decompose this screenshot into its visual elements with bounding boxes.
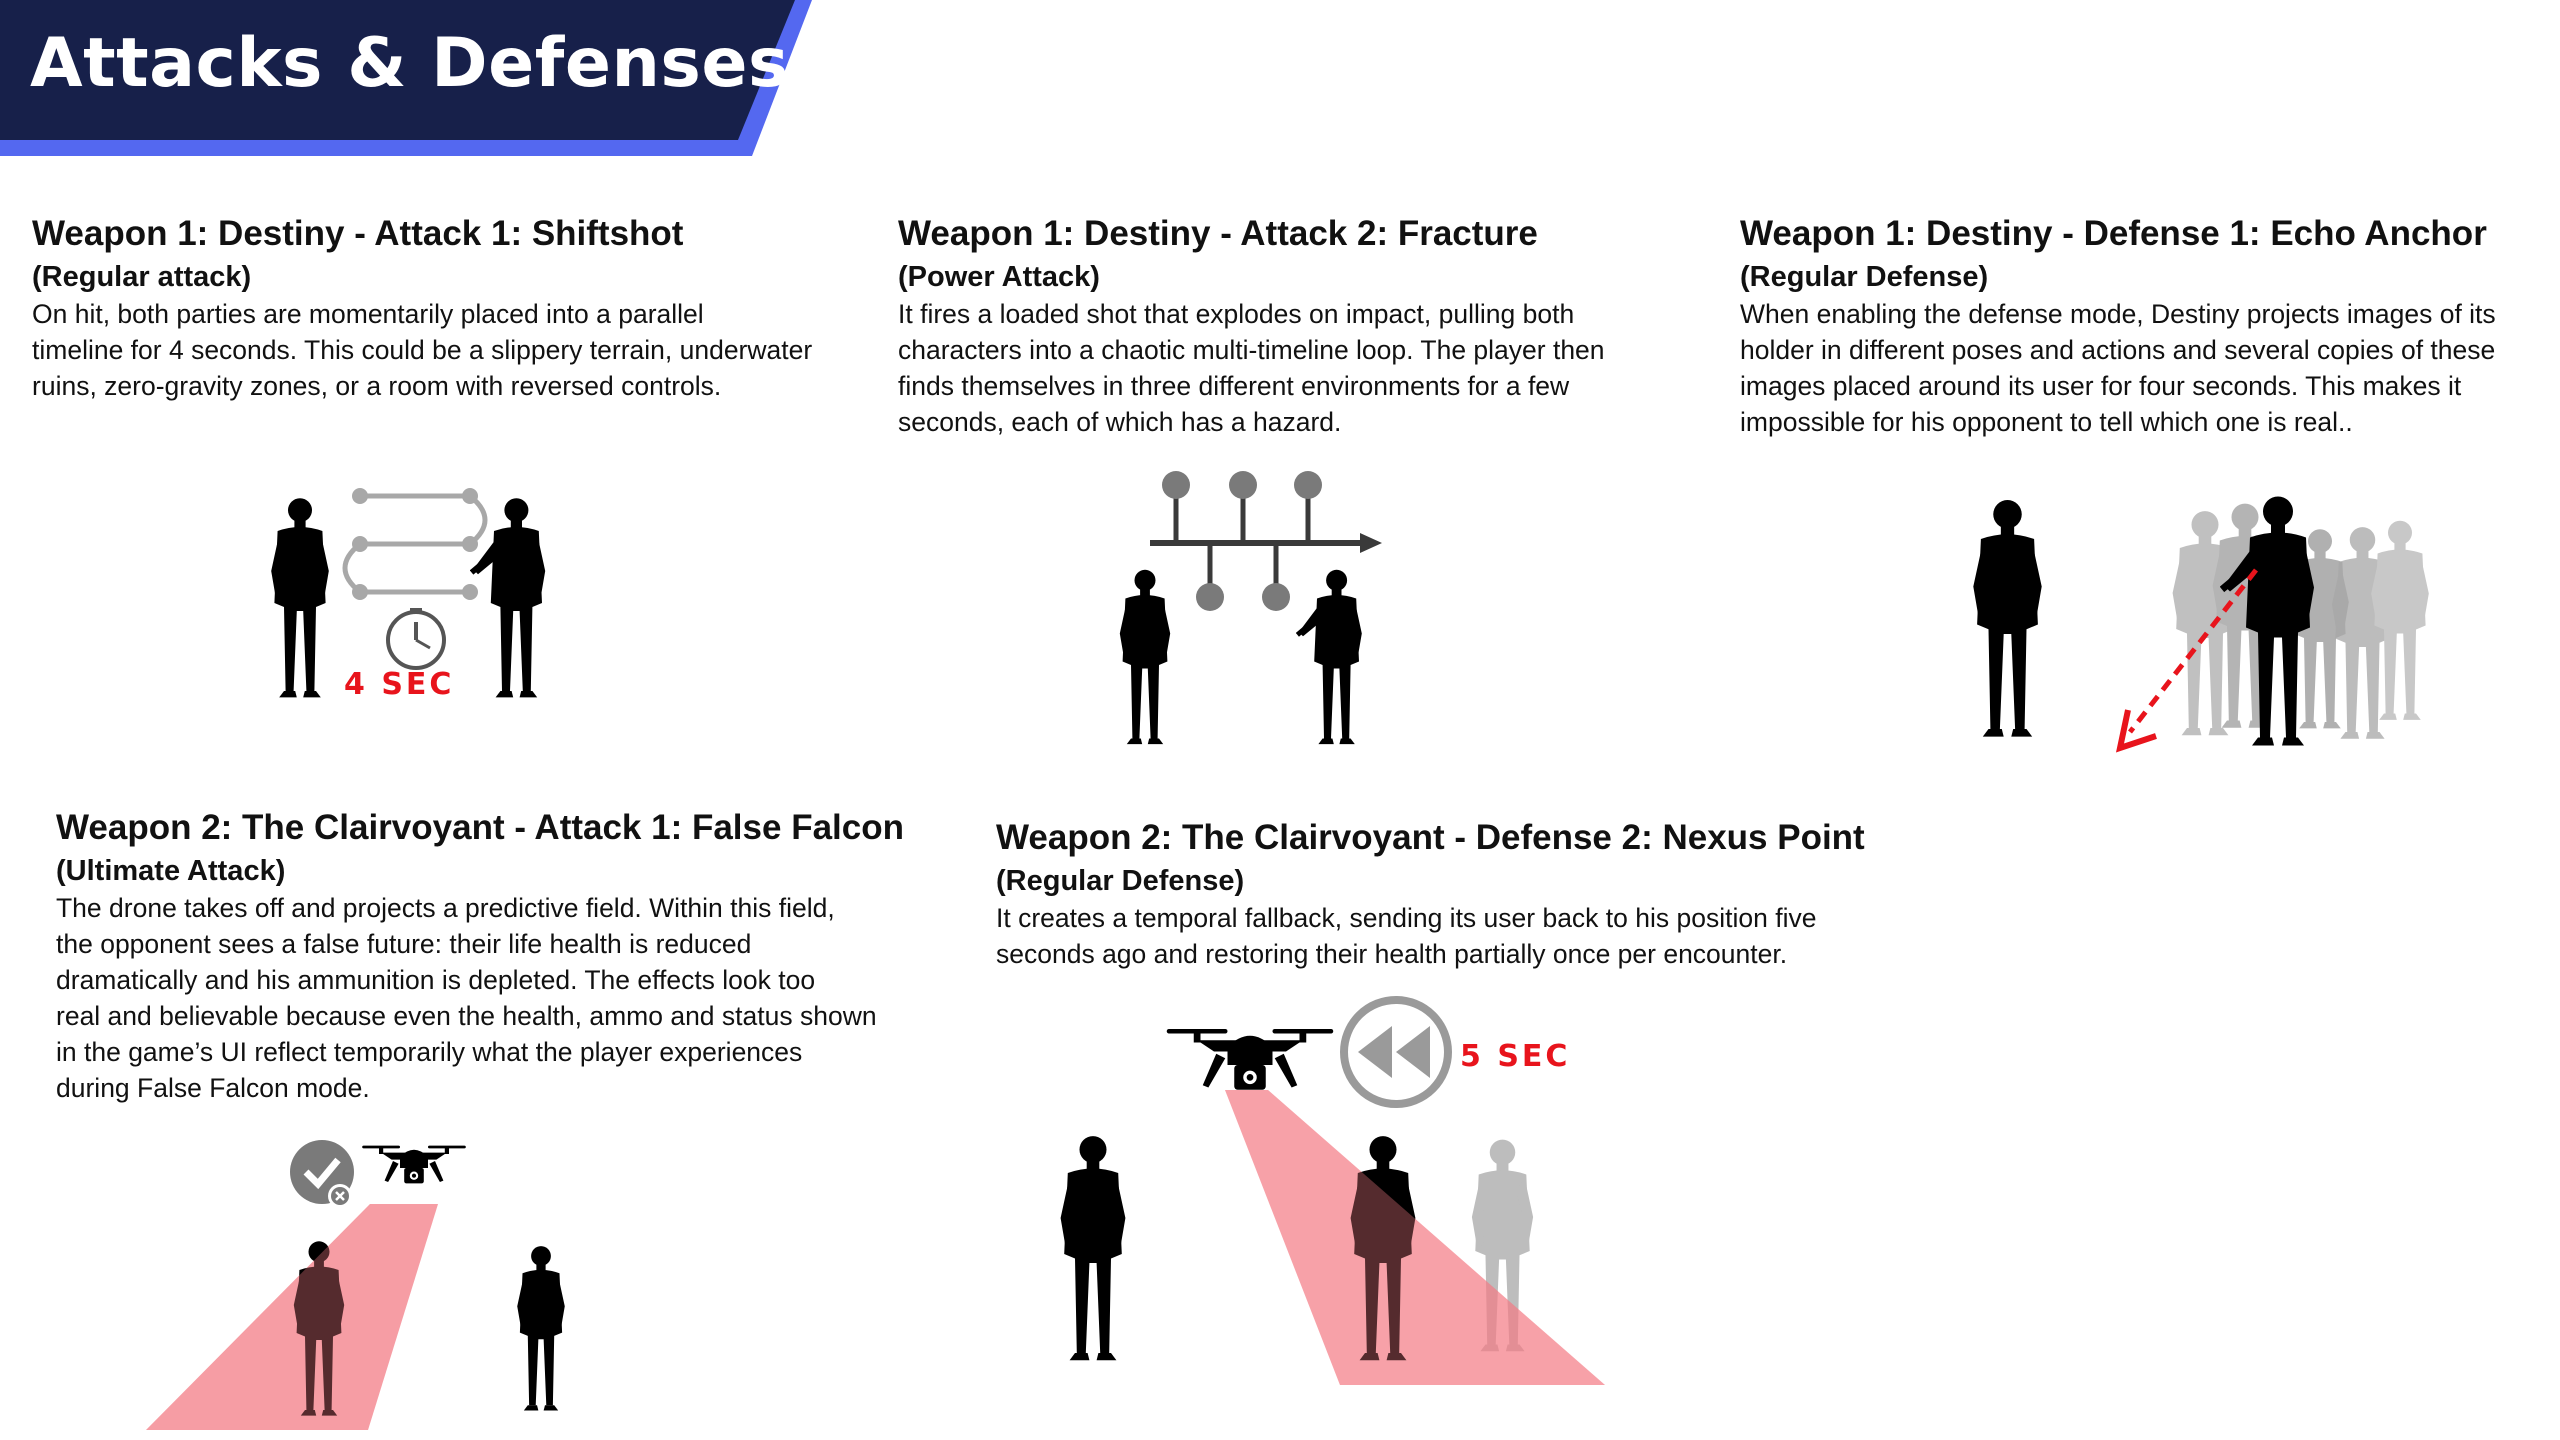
description-line: holder in different poses and actions and several copies of these [1740,335,2496,365]
description-line: impossible for his opponent to tell which one is real.. [1740,407,2353,437]
description-line: The drone takes off and projects a predictive field. Within this field, [56,893,835,923]
section-type: (Regular Defense) [996,865,1245,897]
description-line: When enabling the defense mode, Destiny projects images of its [1740,299,2496,329]
section-false-falcon [56,806,904,1106]
section-title: Weapon 2: The Clairvoyant - Defense 2: Nexus Point [996,818,1865,857]
nexus-point-diagram [1040,990,1620,1390]
shiftshot-diagram [250,470,610,730]
page-title: Attacks & Defenses [30,24,789,103]
false-falcon-illustration [140,1130,620,1440]
description-line: finds themselves in three different environments for a few [898,371,1570,401]
false-falcon-diagram [140,1130,620,1440]
echo-anchor-illustration [1960,470,2460,770]
description-line: It fires a loaded shot that explodes on impact, pulling both [898,299,1575,329]
echo-anchor-diagram [1960,470,2460,770]
check-icon [290,1140,354,1208]
description-line: On hit, both parties are momentarily placed into a parallel [32,299,704,329]
description-line: real and believable because even the health, ammo and status shown [56,1001,877,1031]
drone-icon [362,1146,466,1184]
fracture-diagram [1100,465,1420,765]
description-line: in the game’s UI reflect temporarily what the player experiences [56,1037,803,1067]
timeline-branches-icon [1150,471,1382,611]
description-line: timeline for 4 seconds. This could be a slippery terrain, underwater [32,335,813,365]
timer-label: 5 SEC [1460,1039,1571,1074]
section-type: (Power Attack) [898,261,1100,293]
description-line: images placed around its user for four seconds. This makes it [1740,371,2462,401]
section-type: (Regular attack) [32,261,252,293]
description-line: the opponent sees a false future: their life health is reduced [56,929,752,959]
description-line: ruins, zero-gravity zones, or a room with reversed controls. [32,371,722,401]
description-line: dramatically and his ammunition is depleted. The effects look too [56,965,816,995]
description-line: seconds ago and restoring their health partially once per encounter. [996,939,1788,969]
section-title: Weapon 1: Destiny - Attack 1: Shiftshot [32,214,684,253]
section-echo-anchor [1740,212,2496,440]
title-banner [0,0,820,160]
section-nexus-point [996,816,1865,972]
section-title: Weapon 1: Destiny - Defense 1: Echo Anchor [1740,214,2487,253]
description-line: It creates a temporal fallback, sending its user back to his position five [996,903,1817,933]
description-line: during False Falcon mode. [56,1073,370,1103]
nexus-point-illustration [1040,990,1620,1390]
rewind-icon [1344,1000,1448,1104]
section-fracture [898,212,1605,440]
section-title: Weapon 2: The Clairvoyant - Attack 1: False Falcon [56,808,904,847]
section-shiftshot [32,212,812,404]
section-title: Weapon 1: Destiny - Attack 2: Fracture [898,214,1538,253]
section-type: (Regular Defense) [1740,261,1989,293]
fracture-illustration [1100,465,1420,765]
drone-icon [1167,1029,1334,1090]
shiftshot-illustration [250,470,610,730]
description-line: characters into a chaotic multi-timeline loop. The player then [898,335,1605,365]
timer-label: 4 SEC [344,667,455,702]
description-line: seconds, each of which has a hazard. [898,407,1342,437]
clock-icon [388,608,444,668]
section-type: (Ultimate Attack) [56,855,286,887]
